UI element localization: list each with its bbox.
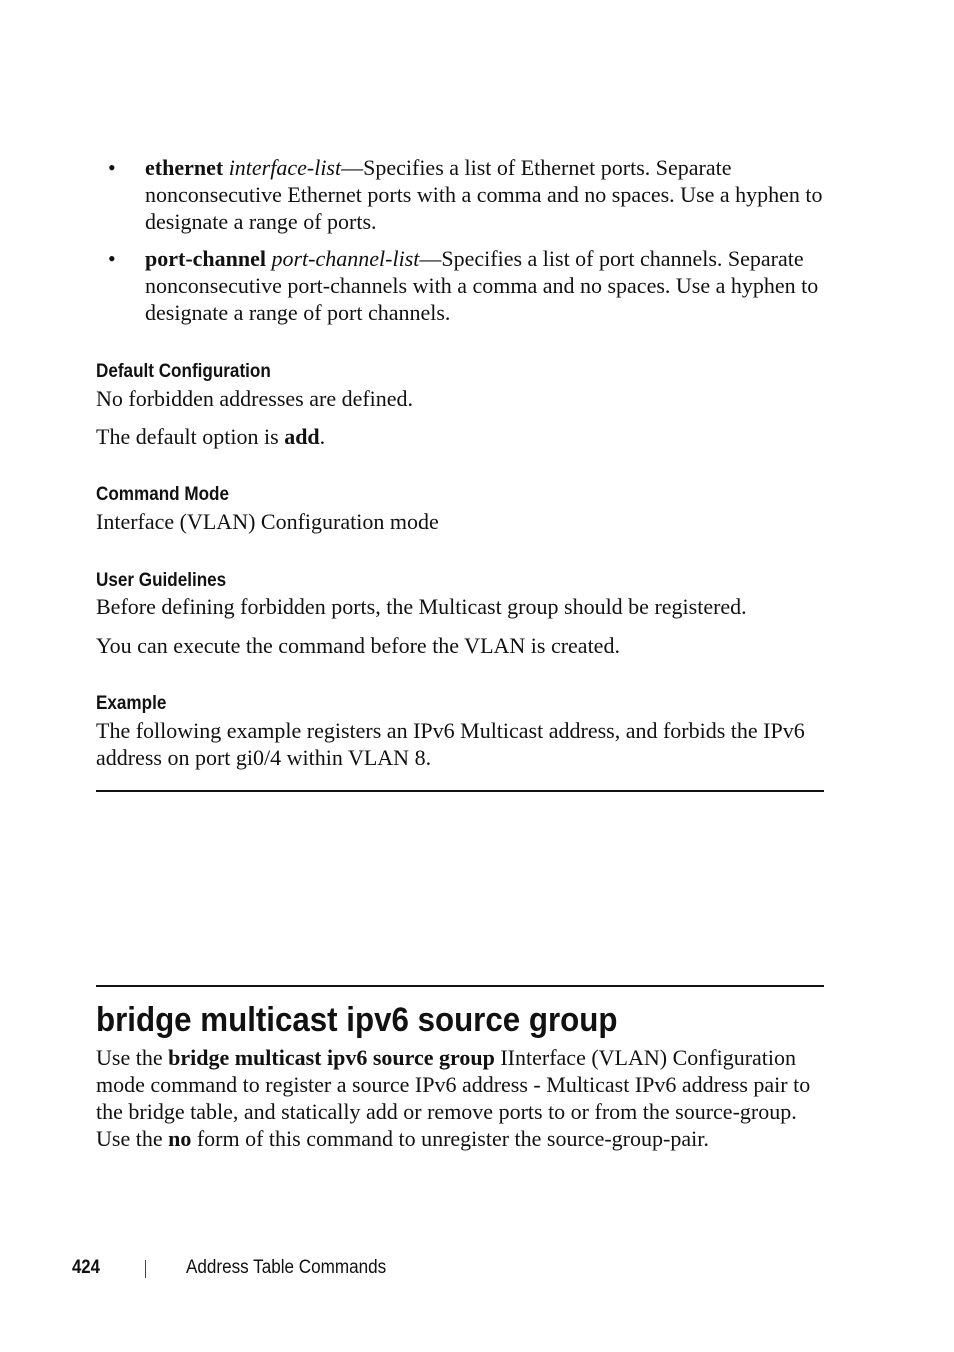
param-port-channel-list: port-channel-list (271, 246, 420, 271)
command-mode-text: Interface (VLAN) Configuration mode (96, 509, 439, 534)
keyword-port-channel: port-channel (145, 246, 266, 271)
bullet-description: —Specifies a list of Ethernet ports. Separate nonconsecutive Ethernet ports with a comma and no spaces. Use a hyphen to designate a range of ports. (145, 155, 823, 234)
section-title: bridge multicast ipv6 source group (96, 1001, 618, 1039)
keyword-ethernet: ethernet (145, 155, 224, 180)
example-text: The following example registers an IPv6 Multicast address, and forbids the IPv6 address on port gi0/4 within VLAN 8. (96, 718, 805, 770)
text: form of this command to unregister the source-group-pair. (191, 1126, 709, 1151)
user-guidelines-line2: You can execute the command before the VLAN is created. (96, 633, 620, 658)
text: IInterface (VLAN) Configuration mode command to register a source IPv6 address - Multicast IPv6 address pair to the bridge table, and statically add or remove ports to or from the source-group. Use the (96, 1045, 811, 1151)
heading-command-mode: Command Mode (96, 484, 230, 505)
text: The default option is (96, 424, 285, 449)
heading-example: Example (96, 693, 167, 714)
default-config-line2 (96, 423, 836, 450)
command-name: bridge multicast ipv6 source group (168, 1045, 495, 1070)
user-guidelines-line1: Before defining forbidden ports, the Multicast group should be registered. (96, 594, 747, 619)
heading-user-guidelines: User Guidelines (96, 570, 227, 591)
text: . (319, 424, 326, 449)
default-option-value: add (284, 424, 320, 449)
bullet-marker: • (108, 246, 116, 271)
text: Use the (96, 1045, 169, 1070)
bullet-marker: • (108, 155, 116, 180)
keyword-no: no (168, 1126, 192, 1151)
bullet-description: —Specifies a list of port channels. Separate nonconsecutive port-channels with a comma and no spaces. Use a hyphen to designate a range of port channels. (145, 246, 819, 325)
param-interface-list: interface-list (228, 155, 342, 180)
chapter-title: Address Table Commands (186, 1257, 387, 1278)
bullet-port-channel (145, 245, 835, 326)
section-intro (96, 1044, 831, 1152)
default-config-line1: No forbidden addresses are defined. (96, 386, 414, 411)
section-divider (96, 790, 824, 792)
bullet-ethernet (145, 154, 835, 235)
heading-default-configuration: Default Configuration (96, 361, 271, 382)
footer-separator (145, 1260, 146, 1278)
page-number: 424 (72, 1257, 100, 1278)
section-divider (96, 985, 824, 987)
